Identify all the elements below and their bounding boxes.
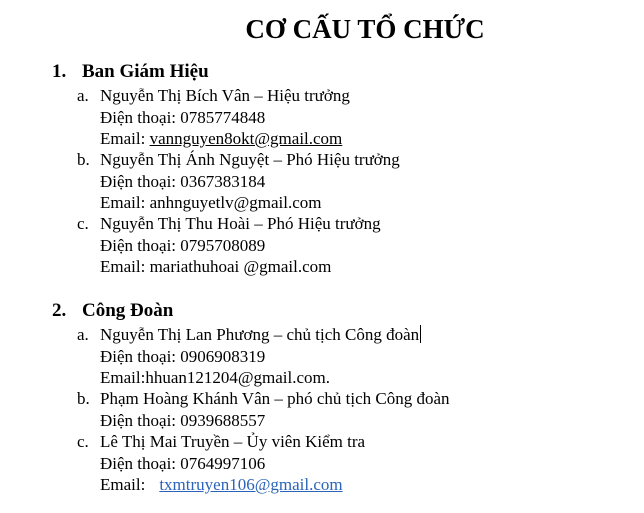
list-letter: b. — [77, 150, 90, 169]
section-heading — [52, 61, 209, 83]
page-title: CƠ CẤU TỔ CHỨC — [245, 14, 485, 44]
member-phone: Điện thoại: 0785774848 — [100, 107, 266, 127]
section-heading — [52, 300, 173, 322]
member-phone: Điện thoại: 0939688557 — [100, 410, 266, 430]
member-phone: Điện thoại: 0906908319 — [100, 346, 266, 366]
list-letter: a. — [77, 86, 89, 105]
member-name-role: Nguyễn Thị Thu Hoài – Phó Hiệu trưởng — [100, 214, 381, 233]
section-number: 1. — [52, 61, 67, 82]
text-cursor — [420, 325, 421, 343]
member-email-line: Email: anhnguyetlv@gmail.com — [100, 193, 322, 212]
member-email-line: Email: mariathuhoai @gmail.com — [100, 257, 332, 276]
section-title: Ban Giám Hiệu — [82, 61, 209, 82]
member-name-role: Phạm Hoàng Khánh Vân – phó chủ tịch Công đoàn — [100, 389, 450, 408]
list-letter: b. — [77, 389, 90, 408]
member-name-role: Lê Thị Mai Truyền – Ủy viên Kiểm tra — [100, 432, 366, 451]
list-letter: c. — [77, 432, 89, 451]
email-link[interactable]: vannguyen8okt@gmail.com — [149, 129, 343, 148]
member-phone: Điện thoại: 0367383184 — [100, 171, 266, 191]
list-letter: a. — [77, 325, 89, 344]
member-name-role — [100, 324, 421, 345]
member-name-role: Nguyễn Thị Bích Vân – Hiệu trưởng — [100, 86, 350, 105]
member-email-line — [100, 128, 342, 149]
member-phone: Điện thoại: 0795708089 — [100, 235, 266, 255]
section-title: Công Đoàn — [82, 300, 174, 321]
member-email-line: Email:hhuan121204@gmail.com. — [100, 368, 331, 387]
section-number: 2. — [52, 300, 67, 321]
member-name-role: Nguyễn Thị Ánh Nguyệt – Phó Hiệu trưởng — [100, 150, 400, 169]
list-letter: c. — [77, 214, 89, 233]
member-name-role-text: Nguyễn Thị Lan Phương – chủ tịch Công đoàn — [100, 325, 420, 344]
member-email-line — [100, 474, 343, 495]
email-label: Email: — [100, 475, 146, 494]
member-phone: Điện thoại: 0764997106 — [100, 453, 266, 473]
email-label: Email: — [100, 129, 150, 148]
email-link[interactable]: txmtruyen106@gmail.com — [159, 475, 343, 494]
